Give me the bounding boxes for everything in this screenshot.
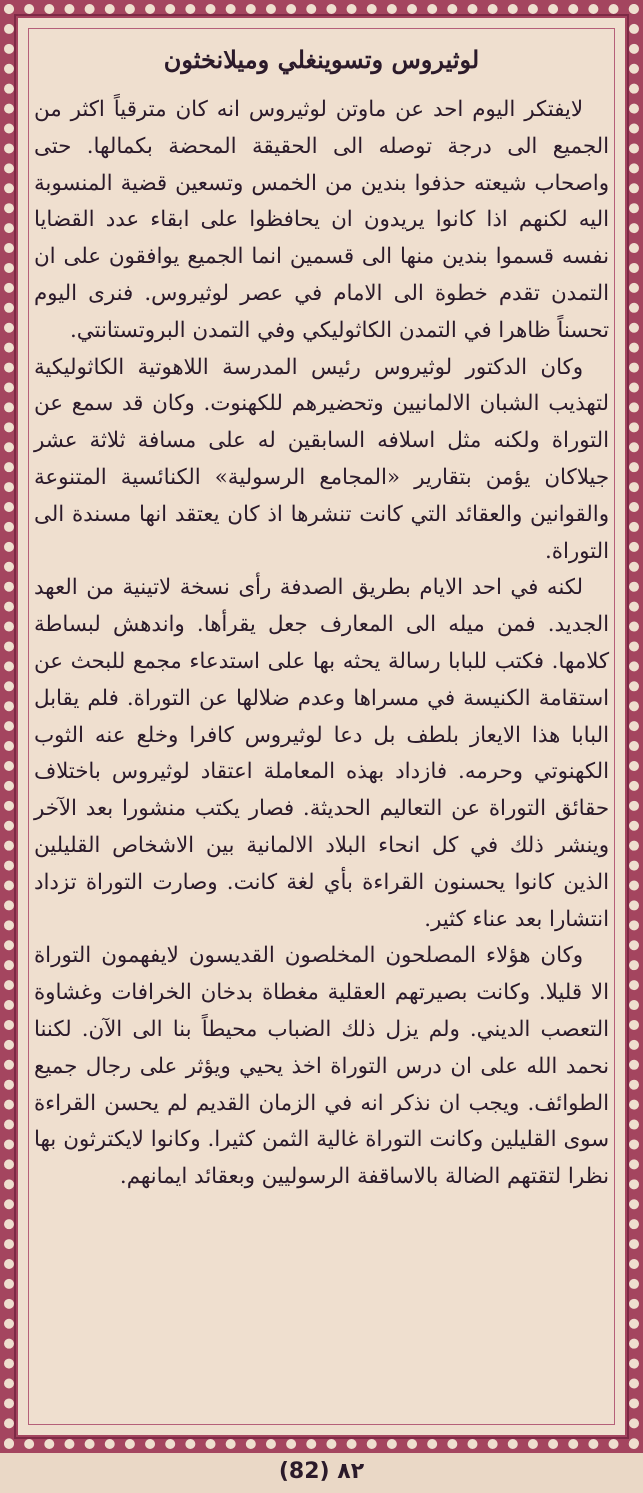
chapter-title: لوثيروس وتسوينغلي وميلانخثون bbox=[163, 45, 480, 74]
paragraph-3: لكنه في احد الايام بطريق الصدفة رأى نسخة لاتينية من العهد الجديد. فمن ميله الى المعارف جعل يقرأها. واندهش لبساطة كلامها. فكتب للبابا رسالة يحثه بها على استدعاء مجمع للبحث عن استقامة الكنيسة في مسراها وعدم ضلالها عن التوراة. فلم يقابل البابا هذا الايعاز بلطف بل دعا لوثيروس كافرا وخلع عنه الثوب الكهنوتي وحرمه. فازداد بهذه المعاملة اعتقاد لوثيروس باختلاف حقائق التوراة عن التعاليم الحديثة. فصار يكتب منشورا بعد الآخر وينشر ذلك في كل انحاء البلاد الالمانية بين الاشخاص القليلين الذين كانوا يحسنون القراءة بأي لغة كانت. وصارت التوراة تزداد انتشارا بعد عناء كثير. bbox=[34, 575, 609, 932]
paragraph-1: لايفتكر اليوم احد عن ماوتن لوثيروس انه كان مترقياً اكثر من الجميع الى درجة توصله الى الحقيقة المحضة بكمالها. حتى واصحاب شيعته حذفوا بندين من الخمس وتسعين قضية المنسوبة اليه لكنهم اذا كانوا يريدون ان يحافظوا على ابقاء عدد القضايا نفسه قسموا بندين منها الى قسمين انما الجميع يوافقون على ان التمدن تقدم خطوة الى الامام في عصر لوثيروس. فنرى اليوم تحسناً ظاهرا في التمدن الكاثوليكي وفي التمدن البروتستانتي. bbox=[34, 97, 609, 343]
page-content bbox=[34, 32, 609, 1422]
paragraph-4: وكان هؤلاء المصلحون المخلصون القديسون لايفهمون التوراة الا قليلا. وكانت بصيرتهم العقلية مغطاة بدخان الخرافات وغشاوة التعصب الديني. ولم يزل ذلك الضباب محيطاً بنا الى الآن. لكننا نحمد الله على ان درس التوراة اخذ يحيي ويؤثر على رجال جميع الطوائف. ويجب ان نذكر انه في الزمان القديم لم يحسن القراءة سوى القليلين وكانت التوراة غالية الثمن كثيرا. وكانوا لايكترثون بها نظرا لتقتهم الضالة بالاساقفة الرسوليين وبعقائد ايمانهم. bbox=[34, 943, 609, 1190]
page-number: (82) ٨٢ bbox=[278, 1459, 365, 1484]
paragraph-2: وكان الدكتور لوثيروس رئيس المدرسة اللاهوتية الكاثوليكية لتهذيب الشبان الالمانيين وتحضيرهم للكهنوت. وكان قد سمع عن التوراة ولكنه مثل اسلافه السابقين له على مسافة ثلاثة عشر جيلاكان يؤمن بتقارير «المجامع الرسولية» الكنائسية المتنوعة والقوانين والعقائد التي كانت تنشرها اذ كان يعتقد انها مسندة الى التوراة. bbox=[34, 354, 609, 564]
